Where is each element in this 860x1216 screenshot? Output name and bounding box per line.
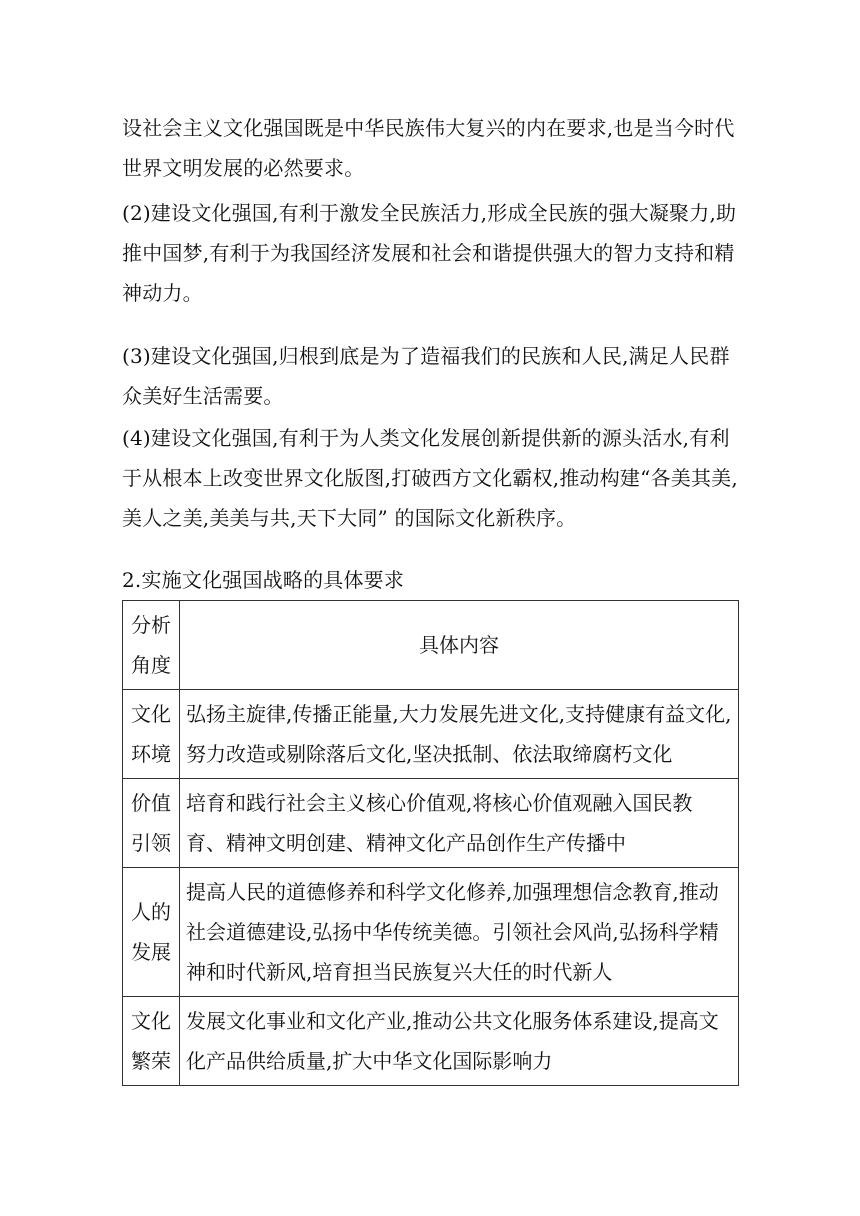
table-header-row [123,601,739,690]
row-label-line2: 引领 [131,831,171,855]
row-label-line2: 繁荣 [131,1049,171,1073]
table-row [123,997,739,1086]
row-label-line1: 文化 [131,702,171,726]
row-label-line2: 环境 [131,742,171,766]
table-row [123,690,739,779]
paragraph-2: (2)建设文化强国,有利于激发全民族活力,形成全民族的强大凝聚力,助推中国梦,有利于为我国经济发展和社会和谐提供强大的智力支持和精神动力。 [122,201,737,305]
row-content: 发展文化事业和文化产业,推动公共文化服务体系建设,提高文化产品供给质量,扩大中华文化国际影响力 [180,997,739,1086]
row-label-line2: 发展 [131,940,171,964]
requirements-table [122,600,739,1086]
paragraph-4: (4)建设文化强国,有利于为人类文化发展创新提供新的源头活水,有利于从根本上改变世界文化版图,打破西方文化霸权,推动构建“各美其美,美人之美,美美与共,天下大同” 的国际文化新秩序。 [122,426,738,530]
header-label-line2: 角度 [131,653,171,677]
row-content: 弘扬主旋律,传播正能量,大力发展先进文化,支持健康有益文化,努力改造或剔除落后文化,坚决抵制、依法取缔腐朽文化 [180,690,739,779]
table-row [123,779,739,868]
row-label [123,997,180,1086]
row-content: 培育和践行社会主义核心价值观,将核心价值观融入国民教育、精神文明创建、精神文化产品创作生产传播中 [180,779,739,868]
row-label-line1: 价值 [131,791,171,815]
section-title: 2.实施文化强国战略的具体要求 [122,568,405,592]
paragraph-3: (3)建设文化强国,归根到底是为了造福我们的民族和人民,满足人民群众美好生活需要。 [122,344,730,408]
row-label [123,779,180,868]
paragraph-1: 设社会主义文化强国既是中华民族伟大复兴的内在要求,也是当今时代世界文明发展的必然要求。 [122,116,735,180]
header-cell-content: 具体内容 [180,601,739,690]
row-label [123,690,180,779]
table-row [123,868,739,997]
row-content: 提高人民的道德修养和科学文化修养,加强理想信念教育,推动社会道德建设,弘扬中华传统美德。引领社会风尚,弘扬科学精神和时代新风,培育担当民族复兴大任的时代新人 [180,868,739,997]
row-label [123,868,180,997]
row-label-line1: 文化 [131,1009,171,1033]
header-label-line1: 分析 [131,613,171,637]
row-label-line1: 人的 [131,900,171,924]
header-cell-analysis-angle [123,601,180,690]
